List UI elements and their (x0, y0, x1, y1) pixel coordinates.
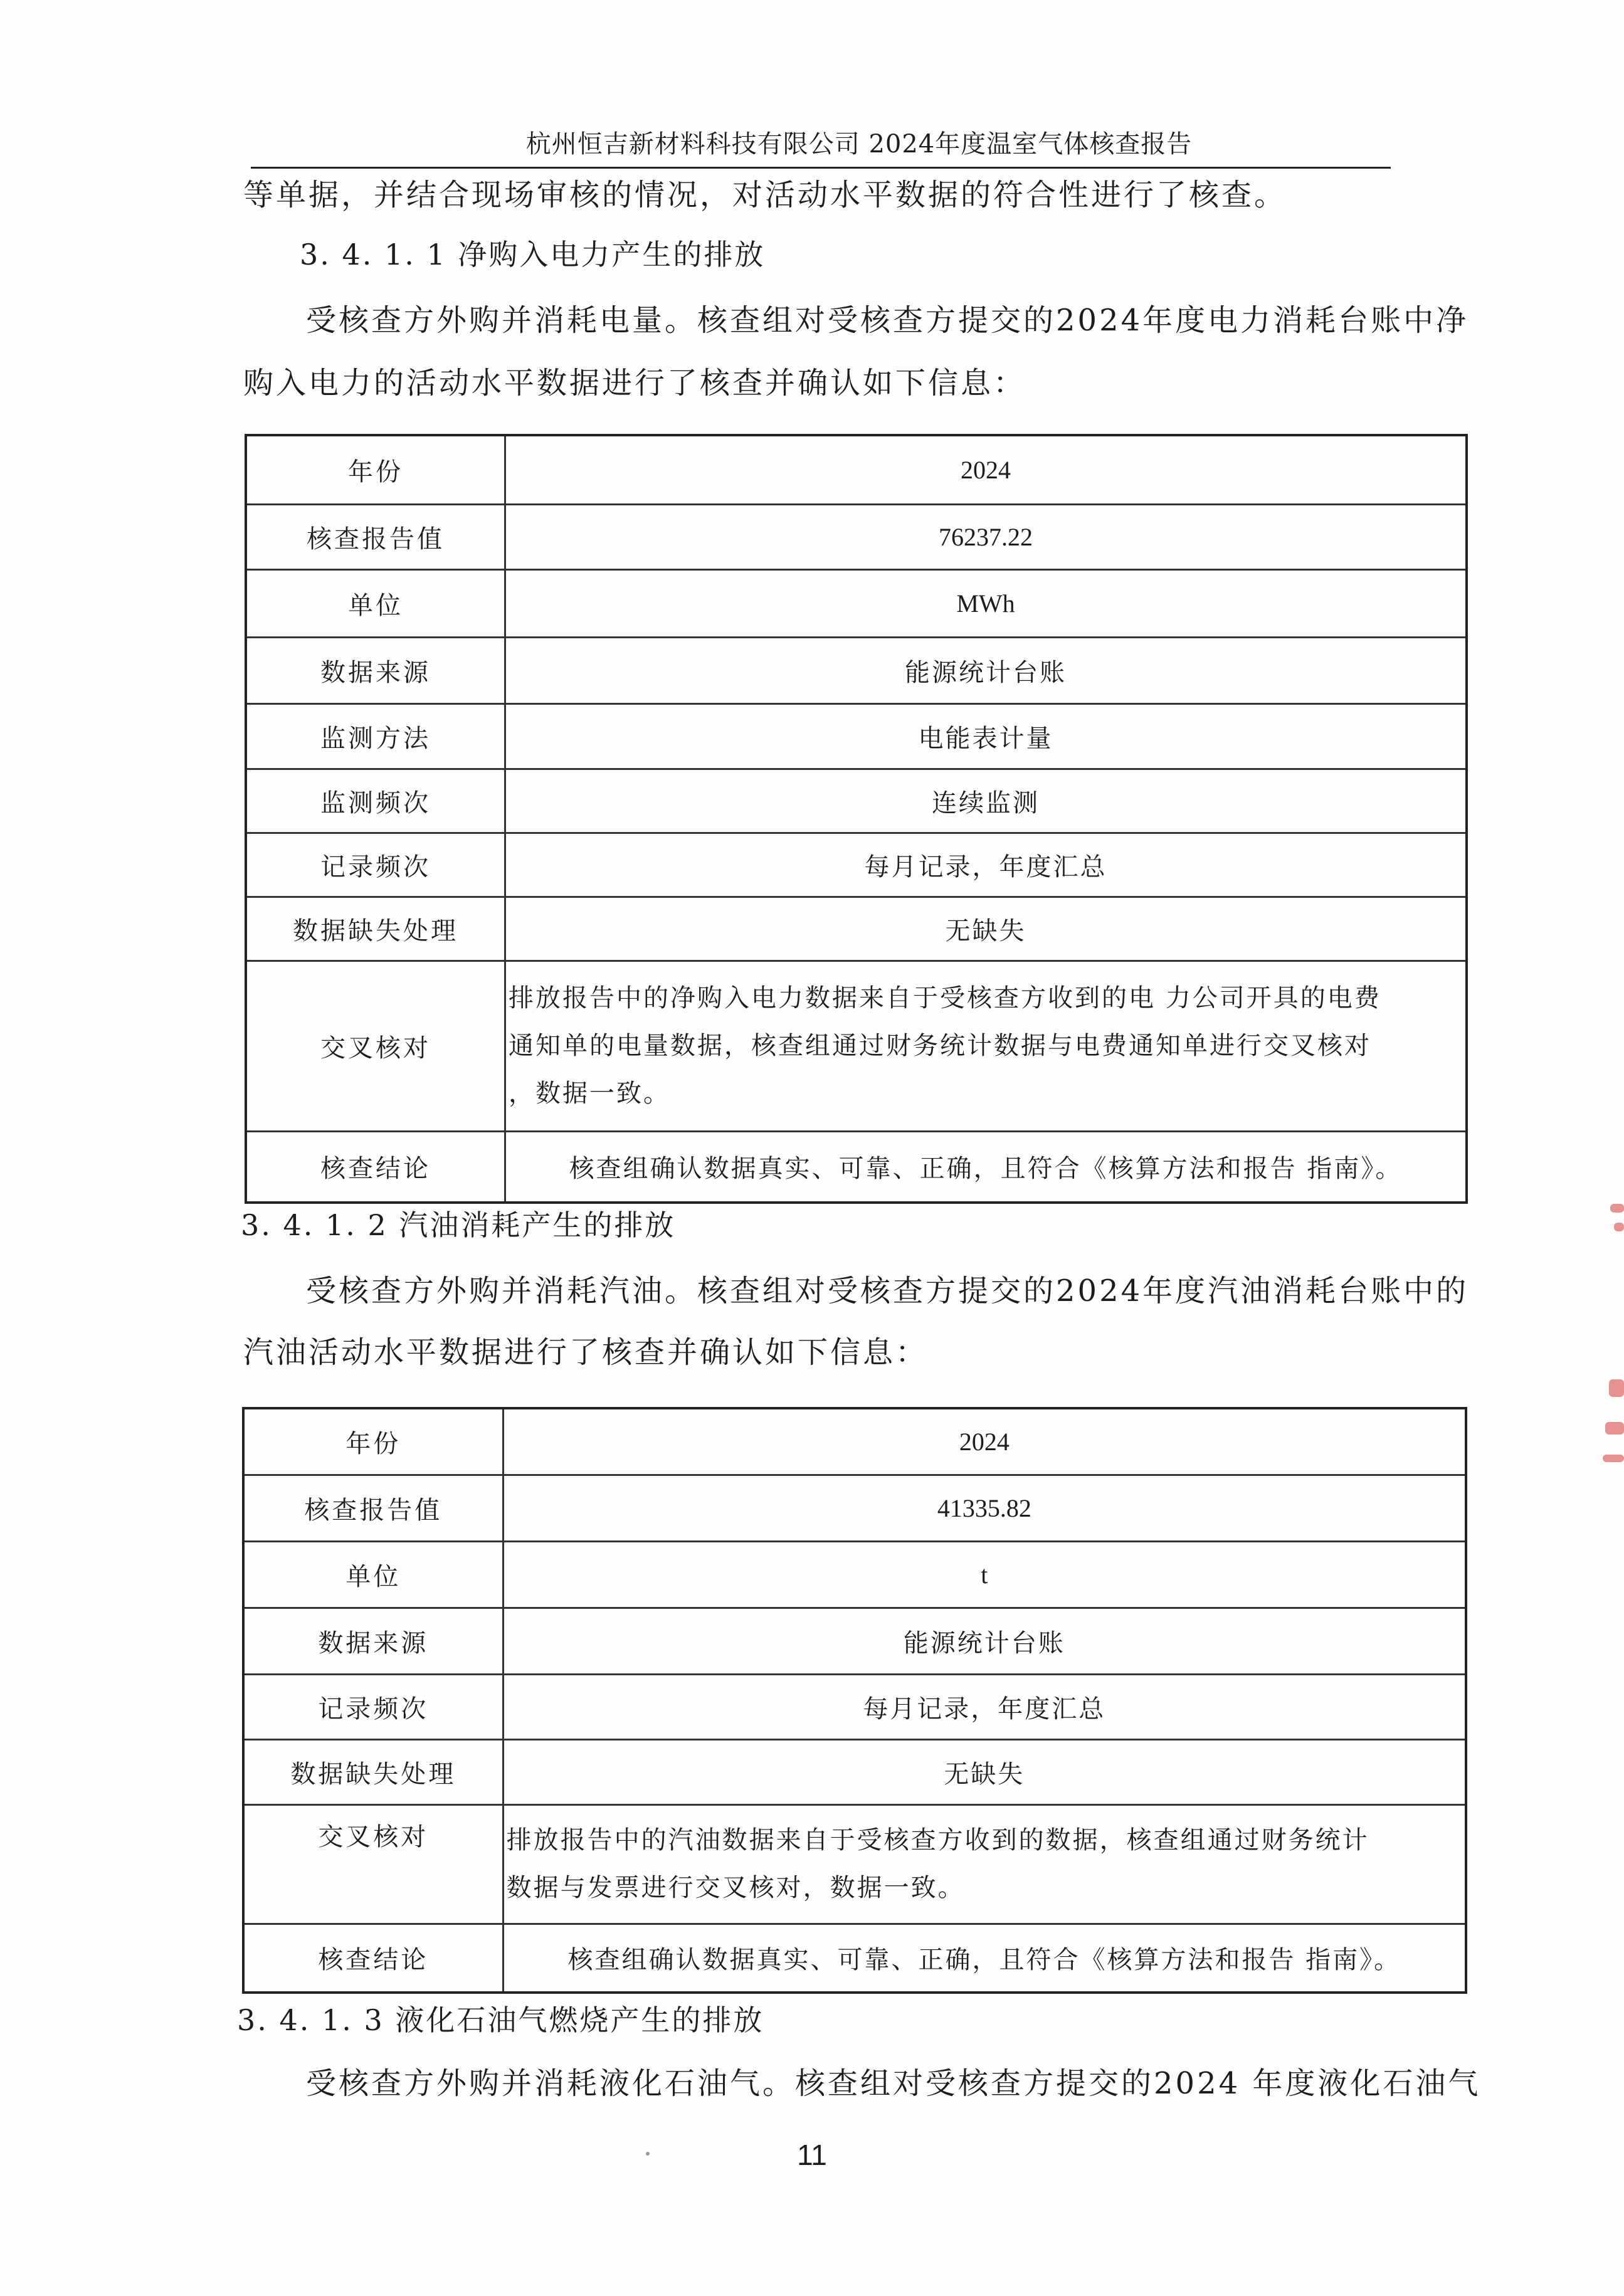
cross-check-line: 排放报告中的汽油数据来自于受核查方收到的数据，核查组通过财务统计 (506, 1826, 1369, 1855)
table-value-cell: 每月记录，年度汇总 (505, 833, 1467, 897)
table-value-cell: 能源统计台账 (503, 1608, 1466, 1674)
table-row (246, 504, 1467, 569)
table-key-cell: 交叉核对 (243, 1804, 503, 1924)
table-row (246, 897, 1467, 961)
table-key-cell: 年份 (246, 435, 505, 504)
seal-fragment (1605, 1422, 1624, 1435)
table-value-cell: 连续监测 (505, 769, 1467, 833)
table-value-cell: 41335.82 (503, 1475, 1466, 1541)
table-value-cell: 每月记录，年度汇总 (503, 1674, 1466, 1739)
table-key-cell: 核查结论 (246, 1131, 505, 1203)
table-value-cell: 2024 (505, 435, 1467, 504)
seal-fragment (1610, 1204, 1624, 1213)
table-row (243, 1541, 1466, 1608)
table-row (243, 1739, 1466, 1804)
table-key-cell: 数据缺失处理 (246, 897, 505, 961)
table-key-cell: 交叉核对 (246, 961, 505, 1131)
table-value-cell: 2024 (503, 1408, 1466, 1475)
table-value-cell: t (503, 1541, 1466, 1608)
table-key-cell: 年份 (243, 1408, 503, 1475)
table-key-cell: 监测频次 (246, 769, 505, 833)
table-row (243, 1674, 1466, 1739)
table-value-cell: 核查组确认数据真实、可靠、正确，且符合《核算方法和报告 指南》。 (505, 1131, 1467, 1203)
table-value-cell: 76237.22 (505, 504, 1467, 569)
table-value-cell: 电能表计量 (505, 703, 1467, 769)
cross-check-line: 排放报告中的净购入电力数据来自于受核查方收到的电 力公司开具的电费 (509, 984, 1381, 1013)
table-value-cell: 无缺失 (503, 1739, 1466, 1804)
table-row (246, 833, 1467, 897)
table-row (246, 435, 1467, 504)
section-paragraph-gasoline-line2: 汽油活动水平数据进行了核查并确认如下信息： (243, 1335, 929, 1370)
table-key-cell: 记录频次 (246, 833, 505, 897)
table-key-cell: 数据来源 (246, 637, 505, 703)
section-heading-electricity: 3. 4. 1. 1 净购入电力产生的排放 (300, 238, 766, 271)
table-key-cell: 单位 (243, 1541, 503, 1608)
table-row (243, 1804, 1466, 1924)
table-value-cell: 能源统计台账 (505, 637, 1467, 703)
table-key-cell: 监测方法 (246, 703, 505, 769)
seal-fragment (1609, 1379, 1624, 1397)
table-row (243, 1408, 1466, 1475)
cross-check-line: 通知单的电量数据，核查组通过财务统计数据与电费通知单进行交叉核对 (509, 1031, 1371, 1060)
section-paragraph-electricity-line1: 受核查方外购并消耗电量。核查组对受核查方提交的2024年度电力消耗台账中净 (306, 303, 1469, 338)
seal-fragment (1603, 1455, 1624, 1462)
table-key-cell: 单位 (246, 569, 505, 637)
table-key-cell: 记录频次 (243, 1674, 503, 1739)
report-header-title: 杭州恒吉新材料科技有限公司 2024年度温室气体核查报告 (525, 130, 1193, 159)
table-row (243, 1608, 1466, 1674)
gasoline-data-table (242, 1407, 1467, 1994)
table-key-cell: 数据来源 (243, 1608, 503, 1674)
table-row (246, 961, 1467, 1131)
table-key-cell: 核查结论 (243, 1924, 503, 1993)
table-row (243, 1924, 1466, 1993)
table-value-cell-multiline (505, 961, 1467, 1131)
cross-check-line: 数据与发票进行交叉核对，数据一致。 (506, 1873, 965, 1902)
intro-line: 等单据，并结合现场审核的情况，对活动水平数据的符合性进行了核查。 (243, 177, 1287, 213)
section-paragraph-lpg-line1: 受核查方外购并消耗液化石油气。核查组对受核查方提交的2024 年度液化石油气 (306, 2066, 1481, 2101)
cross-check-line: ，数据一致。 (509, 1079, 670, 1108)
table-row (246, 637, 1467, 703)
table-value-cell: 核查组确认数据真实、可靠、正确，且符合《核算方法和报告 指南》。 (503, 1924, 1466, 1993)
table-key-cell: 核查报告值 (246, 504, 505, 569)
table-value-cell: MWh (505, 569, 1467, 637)
section-paragraph-gasoline-line1: 受核查方外购并消耗汽油。核查组对受核查方提交的2024年度汽油消耗台账中的 (306, 1273, 1469, 1309)
table-key-cell: 数据缺失处理 (243, 1739, 503, 1804)
section-heading-gasoline: 3. 4. 1. 2 汽油消耗产生的排放 (241, 1208, 676, 1242)
table-row (243, 1475, 1466, 1541)
header-rule (251, 167, 1391, 169)
section-heading-lpg: 3. 4. 1. 3 液化石油气燃烧产生的排放 (237, 2003, 764, 2037)
section-paragraph-electricity-line2: 购入电力的活动水平数据进行了核查并确认如下信息： (243, 366, 1026, 401)
seal-fragment (1614, 1223, 1624, 1231)
page-number: 11 (797, 2139, 827, 2171)
table-value-cell: 无缺失 (505, 897, 1467, 961)
table-key-cell: 核查报告值 (243, 1475, 503, 1541)
table-row (246, 569, 1467, 637)
table-value-cell-multiline (503, 1804, 1466, 1924)
scan-speck (646, 2152, 650, 2156)
table-row (246, 1131, 1467, 1203)
electricity-data-table (245, 434, 1468, 1204)
table-row (246, 703, 1467, 769)
table-row (246, 769, 1467, 833)
